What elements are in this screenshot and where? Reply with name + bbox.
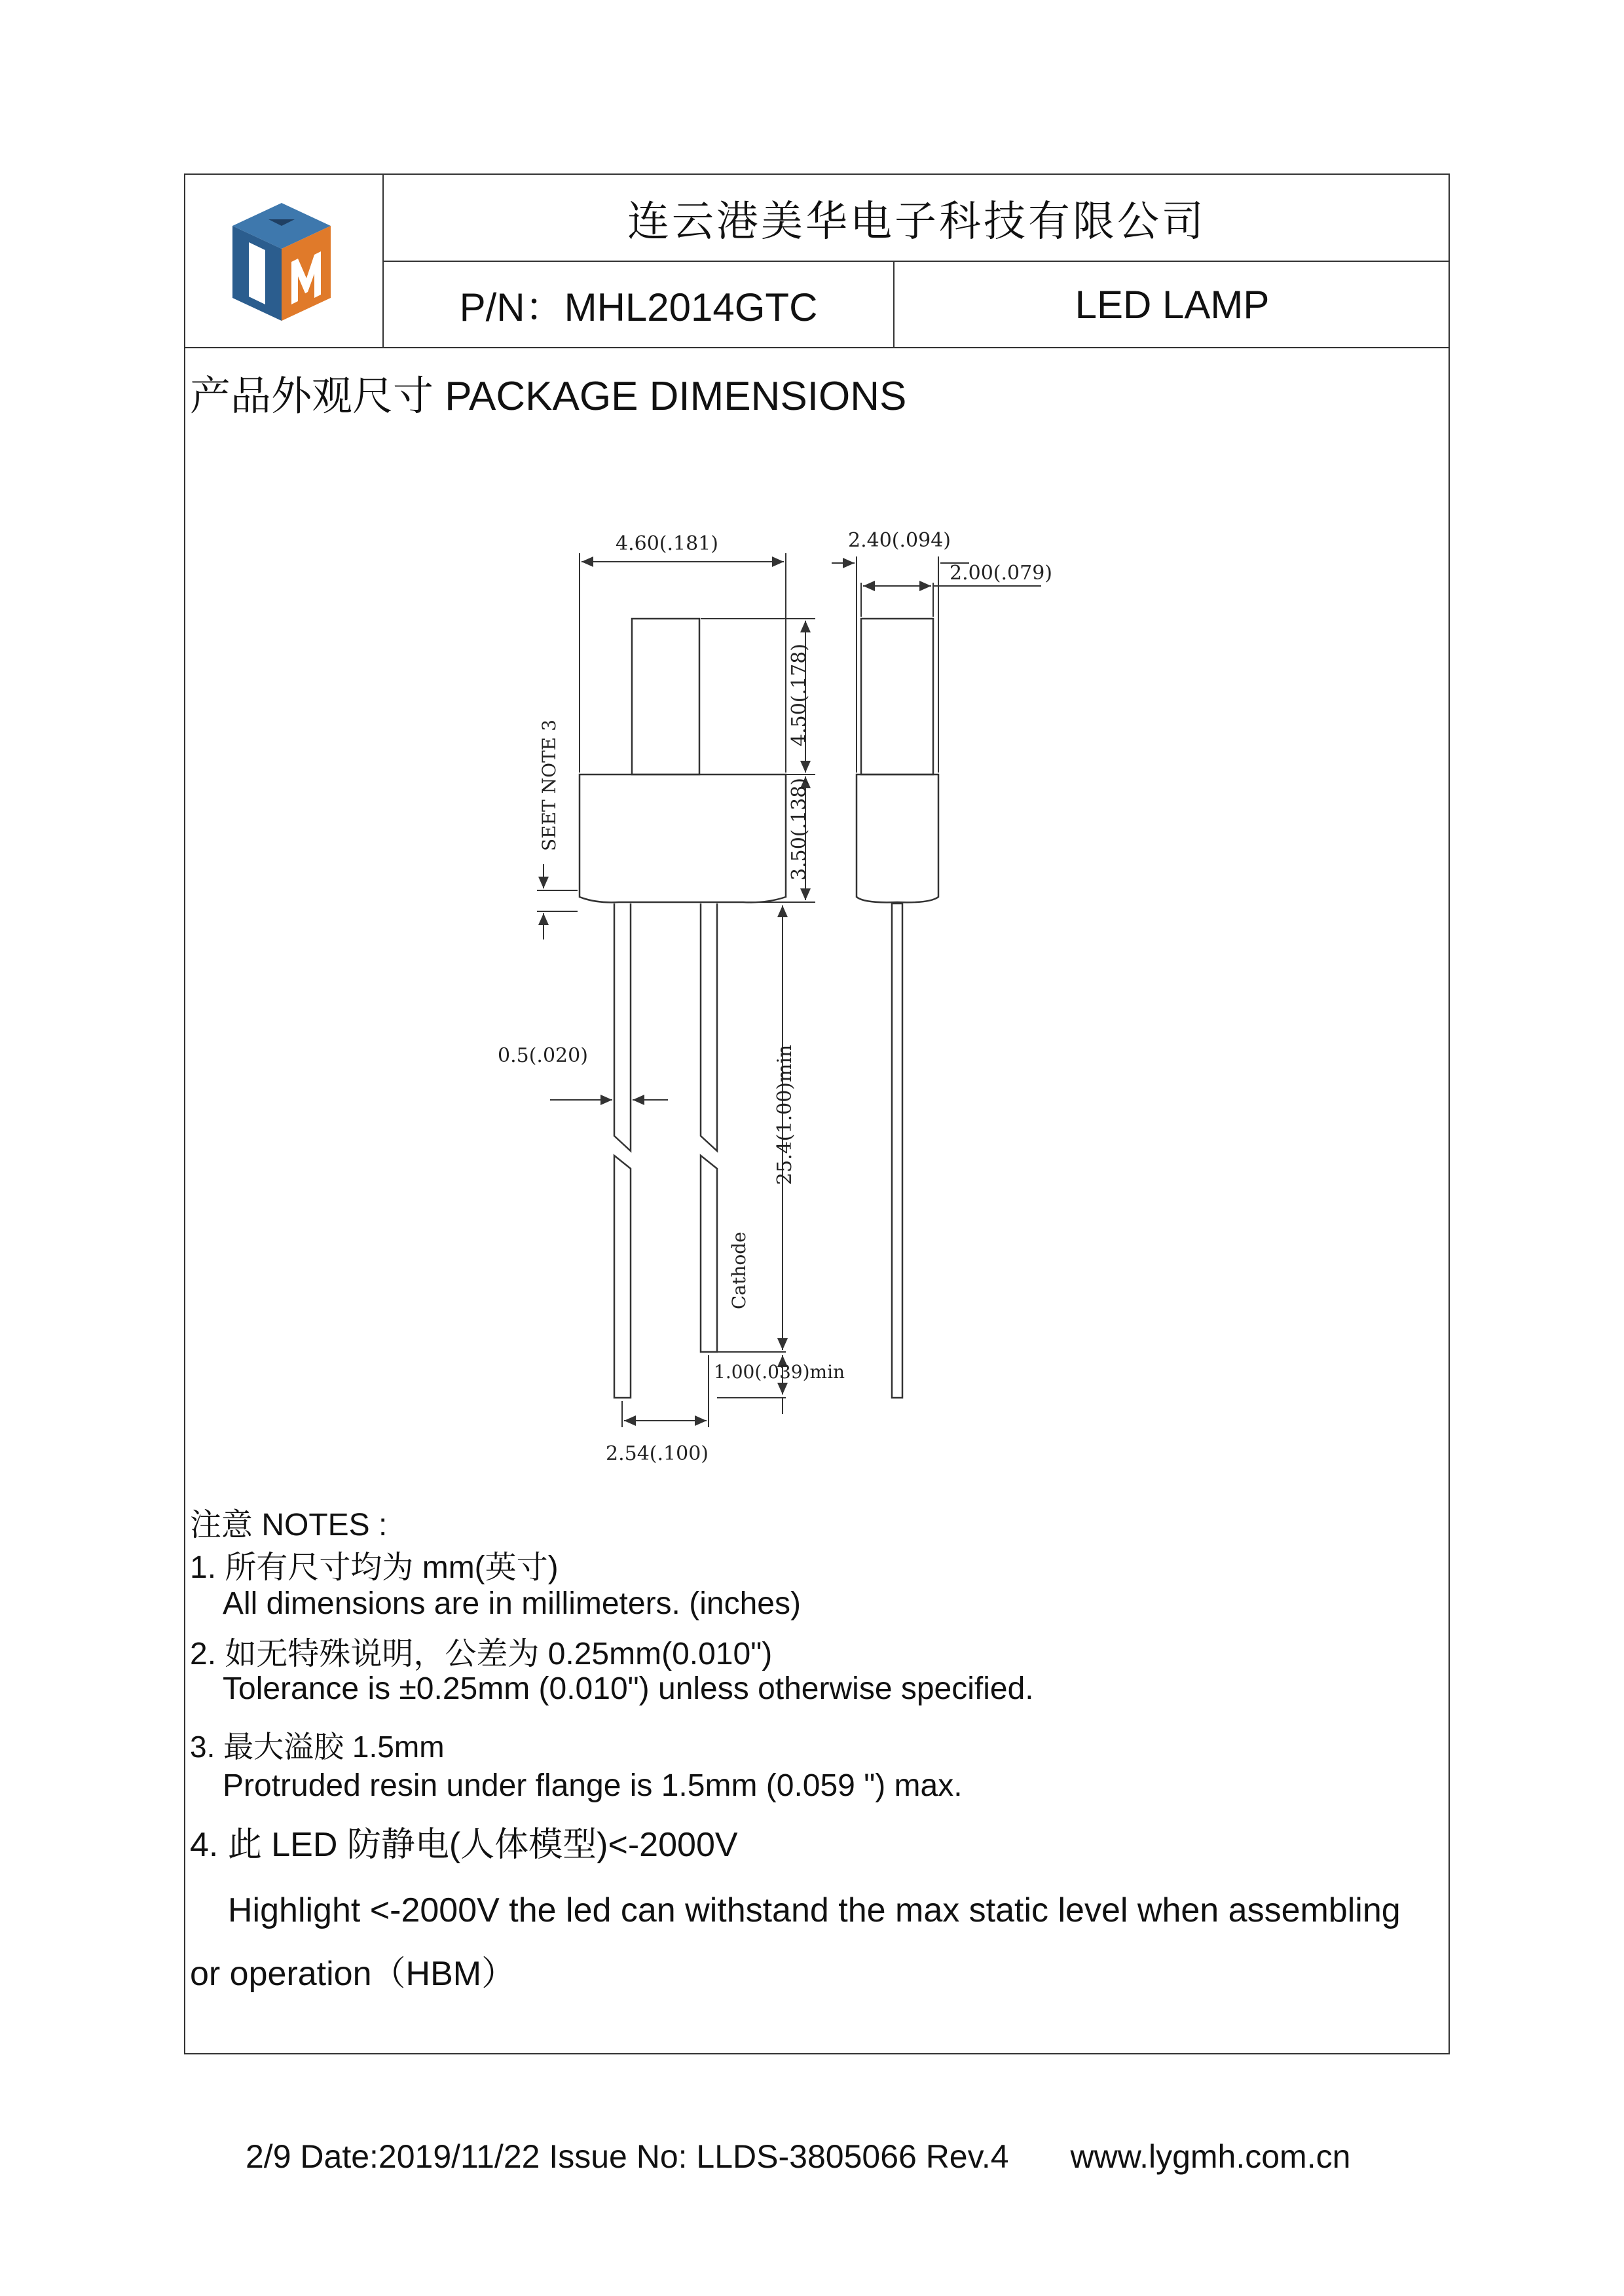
logo-notch-left bbox=[249, 242, 265, 304]
note-2-cn: 2. 如无特殊说明，公差为 0.25mm(0.010") bbox=[190, 1637, 773, 1671]
note-1-en: All dimensions are in millimeters. (inches) bbox=[223, 1586, 801, 1621]
led-top-body bbox=[632, 619, 699, 774]
note-2-en: Tolerance is ±0.25mm (0.010") unless otherwise specified. bbox=[223, 1671, 1034, 1706]
header-bottom-border bbox=[184, 347, 1450, 348]
company-logo bbox=[223, 196, 341, 327]
side-lead bbox=[892, 903, 902, 1398]
dim-side-outer-label: 2.40(.094) bbox=[848, 529, 951, 552]
lead-right-upper bbox=[701, 903, 717, 1151]
footer-info: 2/9 Date:2019/11/22 Issue No: LLDS-3805066 Rev.4 bbox=[246, 2138, 1009, 2175]
dim-lead-length-label: 25.4(1.00)min bbox=[773, 1044, 796, 1185]
lead-left-lower bbox=[614, 1156, 631, 1398]
dim-top-height-label: 4.50(.178) bbox=[788, 643, 811, 746]
note-ref-label: SEET NOTE 3 bbox=[538, 720, 560, 851]
lead-left-upper bbox=[614, 903, 631, 1151]
note-4-cn: 4. 此 LED 防静电(人体模型)<-2000V bbox=[190, 1826, 738, 1864]
package-dimension-drawing bbox=[478, 445, 1133, 1493]
lead-right-lower bbox=[701, 1156, 717, 1352]
dim-lead-offset-label: 1.00(.039)min bbox=[714, 1361, 845, 1383]
section-title bbox=[190, 363, 906, 422]
notes-heading: 注意 NOTES : bbox=[190, 1508, 388, 1542]
product-type: LED LAMP bbox=[1075, 282, 1270, 327]
note-4-en-line1: Highlight <-2000V the led can withstand the max static level when assembling bbox=[228, 1891, 1401, 1929]
company-name: 连云港美华电子科技有限公司 bbox=[627, 198, 1206, 246]
footer-url[interactable]: www.lygmh.com.cn bbox=[1070, 2138, 1351, 2175]
note-3-cn: 3. 最大溢胶 1.5mm bbox=[190, 1730, 445, 1764]
section-title-cn: 产品外观尺寸 bbox=[190, 372, 434, 420]
dim-pitch-label: 2.54(.100) bbox=[606, 1442, 709, 1465]
led-flange-body bbox=[580, 774, 786, 902]
page-footer bbox=[246, 2138, 1350, 2176]
part-number: P/N：MHL2014GTC bbox=[459, 285, 818, 329]
side-flange-body bbox=[857, 774, 938, 902]
dim-flange-height-label: 3.50(.138) bbox=[788, 777, 811, 881]
dim-lead-label: 0.5(.020) bbox=[498, 1044, 588, 1067]
section-title-en: PACKAGE DIMENSIONS bbox=[445, 374, 907, 419]
note-3-en: Protruded resin under flange is 1.5mm (0.059 ") max. bbox=[223, 1768, 963, 1803]
note-4-en-line2: or operation（HBM） bbox=[190, 1955, 516, 1993]
dim-width-label: 4.60(.181) bbox=[616, 532, 719, 555]
cathode-label: Cathode bbox=[728, 1231, 750, 1309]
side-top-body bbox=[861, 619, 933, 774]
note-1-cn: 1. 所有尺寸均为 mm(英寸) bbox=[190, 1550, 559, 1585]
dim-side-inner-label: 2.00(.079) bbox=[950, 562, 1053, 585]
